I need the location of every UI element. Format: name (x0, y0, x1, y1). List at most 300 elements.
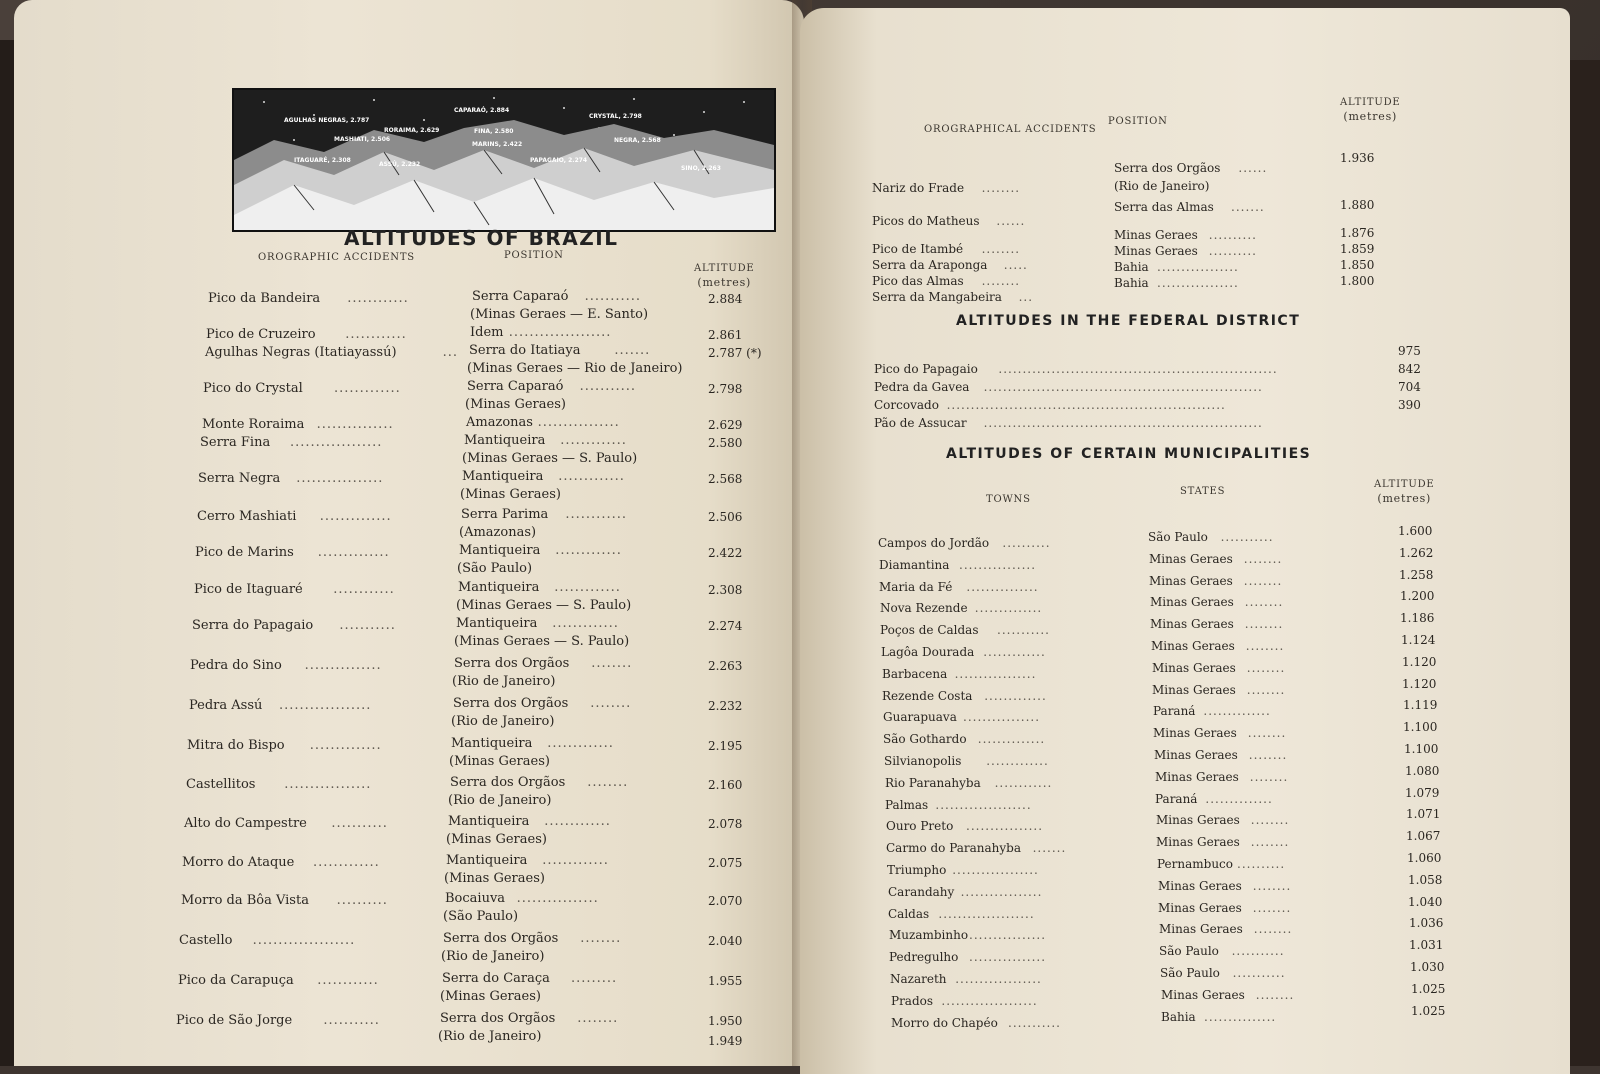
dot-leader: ... (1018, 290, 1034, 304)
dot-leader: ................. (284, 777, 372, 792)
state-name: Minas Geraes (1150, 617, 1234, 632)
dot-leader: ................ (969, 950, 1047, 965)
col-header-states: STATES (1180, 486, 1226, 497)
dot-leader: ........... (331, 816, 388, 831)
altitude-value: 2.787 (*) (708, 346, 762, 360)
dot-leader: ........... (323, 1013, 380, 1028)
altitude-value: 1.262 (1399, 545, 1434, 560)
accident-name: Mitra do Bispo (187, 738, 285, 753)
banner-label: AGULHAS NEGRAS, 2.787 (284, 117, 370, 124)
position-region: (Minas Geraes) (460, 487, 561, 502)
position-name: Mantiqueira (462, 469, 544, 484)
altitude-value: 1.025 (1411, 1003, 1446, 1018)
position-name: Mantiqueira (459, 543, 541, 558)
position-region: (Rio de Janeiro) (448, 793, 552, 808)
dot-leader: .................... (941, 993, 1038, 1008)
altitude-value: 2.263 (708, 659, 743, 673)
altitude-value: 1.119 (1403, 698, 1438, 713)
dot-leader: ........ (1247, 726, 1287, 741)
page-title: ALTITUDES OF BRAZIL (344, 226, 619, 250)
dot-leader: ........ (1250, 813, 1290, 828)
dot-leader: ........... (997, 623, 1050, 638)
dot-leader: ................. (960, 884, 1043, 899)
dot-leader: ........ (1255, 987, 1295, 1002)
dot-leader: ............ (345, 327, 407, 342)
altitude-value: 1.880 (1340, 198, 1375, 212)
dot-leader: ........ (1250, 835, 1290, 850)
dot-leader: ........ (1246, 682, 1286, 697)
town-name: Ouro Preto (886, 819, 954, 834)
position-region: (Minas Geraes — S. Paulo) (454, 634, 630, 649)
altitude-value: 2.798 (708, 382, 743, 396)
accident-name: Alto do Campestre (184, 816, 307, 831)
dot-leader: .............. (317, 545, 390, 560)
dot-leader: ............. (983, 645, 1046, 659)
dot-leader: ............... (966, 579, 1039, 594)
dot-leader: ........ (590, 696, 632, 711)
position-name: Mantiqueira (456, 616, 538, 631)
position-name: Amazonas (466, 415, 533, 430)
town-name: Rio Paranahyba (885, 775, 981, 790)
altitude-value: 2.232 (708, 699, 743, 713)
dot-leader: ........... (1220, 530, 1274, 544)
dot-leader: ............. (554, 580, 621, 595)
dot-leader: ........ (591, 656, 633, 671)
town-name: Diamantina (879, 557, 950, 572)
state-name: Minas Geraes (1149, 551, 1233, 566)
position-name: Serra Caparaó (467, 379, 564, 394)
dot-leader: ..... (1003, 258, 1028, 272)
altitude-value: 2.160 (708, 778, 743, 792)
dot-leader: ................. (954, 666, 1037, 681)
altitude-value: 1.800 (1340, 274, 1375, 288)
accident-name: Castellitos (186, 777, 256, 792)
state-name: Pernambuco (1157, 857, 1233, 871)
altitude-value: 1.936 (1340, 151, 1375, 165)
altitude-value: 2.629 (708, 418, 743, 432)
dot-leader: .............. (309, 738, 382, 753)
position-name: Serra dos Orgãos (1114, 161, 1221, 175)
banner-label: MASHIATI, 2.506 (334, 136, 391, 143)
dot-leader: ........ (981, 274, 1021, 288)
accident-name: Picos do Matheus (872, 214, 980, 228)
town-name: Morro do Chapéo (891, 1015, 998, 1030)
dot-leader: .......................................................... (998, 362, 1278, 376)
dot-leader: ......... (571, 971, 618, 986)
altitude-value: 2.580 (708, 436, 743, 450)
dot-leader: ... (442, 345, 458, 360)
dot-leader: ................ (963, 710, 1041, 725)
position-name: Serra dos Orgãos (450, 775, 566, 790)
dot-leader: ............ (565, 507, 627, 522)
altitude-value: 704 (1398, 380, 1421, 394)
accident-name: Pico de São Jorge (176, 1013, 293, 1028)
town-name: Muzambinho (889, 928, 969, 943)
dot-leader: ........ (981, 242, 1021, 256)
dot-leader: ........ (577, 1011, 619, 1026)
place-name: Corcovado (874, 398, 939, 412)
dot-leader: .......... (1208, 244, 1257, 258)
dot-leader: ........ (1245, 639, 1285, 653)
dot-leader: .................... (508, 325, 612, 340)
altitude-value: 390 (1398, 398, 1421, 412)
col-header-position: POSITION (1108, 116, 1168, 127)
altitude-value: 1.258 (1399, 567, 1434, 582)
state-name: Minas Geraes (1155, 769, 1239, 784)
state-name: São Paulo (1160, 966, 1220, 980)
position-name: Bahia (1114, 276, 1149, 290)
position-region: (Minas Geraes) (449, 754, 550, 769)
dot-leader: ....... (1032, 841, 1067, 856)
dot-leader: .............. (319, 509, 392, 524)
accident-name: Serra do Papagaio (192, 618, 314, 633)
state-name: São Paulo (1148, 530, 1208, 544)
col-header-altitude (1374, 478, 1434, 506)
town-name: Silvianopolis (884, 754, 962, 768)
position-name: Serra dos Orgãos (443, 931, 559, 946)
town-name: Triumpho (887, 863, 947, 877)
dot-leader: .............. (1203, 704, 1271, 719)
banner-label: SINO, 2.263 (681, 165, 721, 172)
banner-label: PAPAGAIO, 2.274 (530, 157, 588, 164)
banner-label: CRYSTAL, 2.798 (589, 113, 642, 120)
dot-leader: ........... (1231, 944, 1285, 959)
position-name: Idem (470, 325, 504, 340)
left-page (14, 0, 804, 1066)
town-name: Nazareth (890, 972, 947, 986)
banner-label: CAPARAÓ, 2.884 (454, 107, 510, 114)
altitude-value: 1.036 (1409, 916, 1444, 931)
banner-label: ITAGUARÉ, 2.308 (294, 157, 351, 164)
accident-name: Morro da Bôa Vista (181, 893, 309, 908)
position-region: (Minas Geraes — S. Paulo) (456, 598, 632, 613)
dot-leader: ....... (1231, 200, 1265, 214)
town-name: Barbacena (882, 666, 948, 681)
place-name: Pão de Assucar (874, 416, 967, 430)
altitude-value: 1.876 (1340, 226, 1375, 240)
position-region: (Rio de Janeiro) (1114, 179, 1210, 193)
state-name: Minas Geraes (1161, 987, 1245, 1002)
dot-leader: ............ (333, 582, 395, 597)
dot-leader: ............. (560, 433, 627, 448)
accident-name: Morro do Ataque (182, 855, 295, 870)
col-header-accidents: OROGRAPHICAL ACCIDENTS (924, 124, 1097, 135)
col-header-position: POSITION (504, 250, 564, 261)
position-region: (Rio de Janeiro) (438, 1029, 542, 1044)
altitude-value: 1.040 (1408, 894, 1443, 909)
dot-leader: ........ (1243, 573, 1283, 588)
dot-leader: ................. (1157, 260, 1239, 274)
place-name: Pedra da Gavea (874, 380, 970, 394)
banner-label: RORAIMA, 2.629 (384, 127, 440, 134)
position-region: (Minas Geraes) (444, 871, 545, 886)
altitude-value: 1.060 (1407, 851, 1442, 865)
mountain-illustration (232, 88, 776, 232)
town-name: Nova Rezende (880, 601, 968, 616)
dot-leader: .................. (952, 863, 1039, 877)
dot-leader: .................. (290, 435, 383, 450)
position-region: (Amazonas) (459, 525, 537, 540)
place-name: Pico do Papagaio (874, 362, 978, 376)
altitude-value: 2.568 (708, 472, 743, 486)
dot-leader: ............. (986, 754, 1049, 768)
dot-leader: .................... (938, 906, 1035, 921)
position-name: Serra Parima (461, 507, 549, 522)
position-name: Serra do Itatiaya (469, 343, 581, 358)
altitude-value: 1.080 (1405, 763, 1440, 778)
position-name: Minas Geraes (1114, 228, 1198, 242)
state-name: Minas Geraes (1149, 573, 1233, 588)
town-name: Rezende Costa (882, 688, 973, 703)
dot-leader: ................. (296, 471, 384, 486)
dot-leader: .................. (955, 972, 1042, 986)
dot-leader: .......................................................... (983, 416, 1263, 430)
dot-leader: ........ (1244, 595, 1284, 610)
altitude-value: 1.058 (1408, 872, 1443, 887)
altitude-value: 1.025 (1411, 981, 1446, 996)
altitude-value: 2.422 (708, 546, 743, 560)
banner-label: FINA, 2.580 (474, 128, 514, 135)
town-name: Guarapuava (883, 710, 957, 725)
altitude-value: 1.124 (1401, 633, 1436, 647)
dot-leader: ............ (347, 291, 409, 306)
metres-label: (metres) (1377, 492, 1432, 505)
dot-leader: ........... (1232, 966, 1286, 980)
dot-leader: ........ (1252, 900, 1292, 915)
position-name: Mantiqueira (464, 433, 546, 448)
accident-name: Pico de Itaguaré (194, 582, 303, 597)
position-region: (São Paulo) (443, 909, 519, 924)
accident-name: Monte Roraima (202, 417, 305, 432)
dot-leader: ............. (544, 814, 611, 829)
position-name: Bocaiuva (445, 891, 506, 906)
town-name: Lagôa Dourada (881, 645, 975, 659)
banner-label: ASSÚ, 2.232 (379, 161, 421, 168)
altitude-value: 1.100 (1404, 742, 1439, 756)
dot-leader: ........... (579, 379, 637, 394)
accident-name: Pedra do Sino (190, 658, 282, 673)
state-name: Bahia (1161, 1009, 1196, 1024)
position-name: Bahia (1114, 260, 1149, 274)
banner-label: MARINS, 2.422 (472, 141, 523, 148)
dot-leader: ............. (984, 688, 1047, 703)
position-name: Mantiqueira (448, 814, 530, 829)
dot-leader: ........ (1249, 769, 1289, 784)
altitude-label: ALTITUDE (694, 263, 755, 274)
accident-name: Pico de Marins (195, 545, 294, 560)
altitude-value: 1.850 (1340, 258, 1375, 272)
altitude-value: 1.949 (708, 1034, 743, 1048)
state-name: Minas Geraes (1152, 660, 1236, 675)
altitude-value: 975 (1398, 344, 1421, 358)
position-region: (Minas Geraes) (446, 832, 547, 847)
dot-leader: .............. (1205, 791, 1273, 806)
position-region: (São Paulo) (457, 561, 533, 576)
accident-name: Serra Fina (200, 435, 271, 450)
dot-leader: ...... (996, 214, 1026, 228)
altitude-value: 1.079 (1405, 785, 1440, 800)
dot-leader: ............ (994, 775, 1053, 790)
altitude-value: 2.861 (708, 328, 743, 342)
position-name: Serra dos Orgãos (453, 696, 569, 711)
position-region: (Minas Geraes — Rio de Janeiro) (467, 361, 683, 376)
town-name: Palmas (885, 797, 929, 812)
state-name: São Paulo (1159, 944, 1219, 959)
town-name: Maria da Fé (879, 579, 953, 594)
town-name: São Gothardo (883, 732, 967, 747)
federal-district-title: ALTITUDES IN THE FEDERAL DISTRICT (956, 313, 1301, 329)
metres-label: (metres) (697, 276, 752, 289)
dot-leader: ............. (558, 469, 625, 484)
dot-leader: .................... (252, 933, 356, 948)
position-region: (Minas Geraes — E. Santo) (470, 307, 649, 322)
dot-leader: ...... (1238, 161, 1268, 175)
altitude-value: 2.070 (708, 894, 743, 908)
town-name: Carandahy (888, 884, 955, 899)
town-name: Carmo do Paranahyba (886, 841, 1022, 856)
dot-leader: ................ (537, 415, 620, 430)
altitude-value: 2.075 (708, 856, 743, 870)
altitude-value: 1.186 (1400, 611, 1435, 626)
dot-leader: ........ (587, 775, 629, 790)
dot-leader: ........ (1252, 878, 1292, 893)
dot-leader: ................ (959, 557, 1037, 572)
dot-leader: ................ (516, 891, 599, 906)
dot-leader: .............. (977, 732, 1046, 747)
dot-leader: ............. (313, 855, 380, 870)
accident-name: Serra Negra (198, 471, 281, 486)
position-region: (Minas Geraes) (465, 397, 566, 412)
dot-leader: .......................................................... (946, 398, 1226, 412)
dot-leader: .......... (336, 893, 388, 908)
accident-name: Pico de Itambé (872, 242, 964, 256)
altitude-value: 842 (1398, 362, 1421, 376)
dot-leader: ................ (966, 819, 1044, 834)
position-region: (Rio de Janeiro) (441, 949, 545, 964)
altitude-value: 2.195 (708, 739, 743, 753)
dot-leader: ............. (555, 543, 622, 558)
position-name: Minas Geraes (1114, 244, 1198, 258)
state-name: Minas Geraes (1154, 748, 1238, 762)
state-name: Minas Geraes (1153, 726, 1237, 741)
dot-leader: ........ (1244, 617, 1284, 632)
town-name: Campos do Jordão (878, 536, 990, 550)
altitude-value: 1.950 (708, 1014, 743, 1028)
altitude-value: 1.071 (1406, 807, 1441, 822)
altitude-value: 1.600 (1398, 524, 1433, 538)
position-region: (Rio de Janeiro) (451, 714, 555, 729)
col-header-accidents: OROGRAPHIC ACCIDENTS (258, 252, 415, 263)
col-header-altitude (694, 262, 754, 290)
dot-leader: .......... (1237, 857, 1286, 871)
dot-leader: ........... (584, 289, 642, 304)
dot-leader: ........ (1243, 551, 1283, 566)
dot-leader: .............. (974, 601, 1043, 616)
municipalities-title: ALTITUDES OF CERTAIN MUNICIPALITIES (946, 446, 1312, 462)
accident-name: Agulhas Negras (Itatiayassú) (205, 345, 397, 360)
col-header-altitude (1340, 96, 1400, 124)
dot-leader: ................ (969, 928, 1047, 943)
right-page (800, 8, 1570, 1074)
state-name: Minas Geraes (1156, 813, 1240, 828)
position-region: (Minas Geraes) (440, 989, 541, 1004)
accident-name: Serra da Araponga (872, 258, 988, 272)
position-name: Serra dos Orgãos (440, 1011, 556, 1026)
dot-leader: ........... (339, 618, 396, 633)
town-name: Poços de Caldas (880, 623, 979, 638)
dot-leader: .......................................................... (983, 380, 1263, 394)
dot-leader: ........ (1246, 660, 1286, 675)
dot-leader: ........ (981, 181, 1021, 195)
altitude-value: 2.040 (708, 934, 743, 948)
dot-leader: ............... (316, 417, 394, 432)
state-name: Minas Geraes (1152, 682, 1236, 697)
accident-name: Cerro Mashiati (197, 509, 297, 524)
dot-leader: .......... (1208, 228, 1257, 242)
position-name: Serra Caparaó (472, 289, 569, 304)
altitude-value: 2.274 (708, 619, 743, 633)
dot-leader: ....... (614, 343, 651, 358)
state-name: Paraná (1155, 791, 1198, 806)
state-name: Minas Geraes (1158, 900, 1242, 915)
altitude-value: 2.506 (708, 510, 743, 524)
altitude-label: ALTITUDE (1340, 97, 1401, 108)
town-name: Pedregulho (889, 950, 959, 965)
accident-name: Pico da Carapuça (178, 973, 294, 988)
metres-label: (metres) (1343, 110, 1398, 123)
dot-leader: ........ (580, 931, 622, 946)
accident-name: Castello (179, 933, 233, 948)
altitude-label: ALTITUDE (1374, 479, 1435, 490)
altitude-value: 1.030 (1410, 960, 1445, 974)
dot-leader: ........... (1008, 1015, 1061, 1030)
position-name: Serra do Caraça (442, 971, 550, 986)
dot-leader: .................... (935, 797, 1032, 812)
altitude-value: 2.884 (708, 292, 743, 306)
accident-name: Pico de Cruzeiro (206, 327, 316, 342)
dot-leader: ............. (334, 381, 401, 396)
state-name: Minas Geraes (1151, 639, 1235, 653)
position-name: Serra dos Orgãos (454, 656, 570, 671)
state-name: Minas Geraes (1158, 878, 1242, 893)
accident-name: Pico do Crystal (203, 381, 303, 396)
dot-leader: .................. (279, 698, 372, 713)
dot-leader: ............. (542, 853, 609, 868)
altitude-value: 1.200 (1400, 589, 1435, 604)
altitude-value: 2.308 (708, 583, 743, 597)
altitude-value: 1.031 (1409, 938, 1444, 953)
dot-leader: ........ (1248, 748, 1288, 762)
altitude-value: 2.078 (708, 817, 743, 831)
accident-name: Serra da Mangabeira (872, 290, 1002, 304)
dot-leader: ............... (1204, 1009, 1277, 1024)
position-name: Mantiqueira (446, 853, 528, 868)
town-name: Prados (891, 993, 934, 1008)
town-name: Caldas (888, 906, 930, 921)
dot-leader: ............. (547, 736, 614, 751)
position-name: Mantiqueira (451, 736, 533, 751)
state-name: Minas Geraes (1159, 922, 1243, 937)
dot-leader: ............... (304, 658, 382, 673)
accident-name: Pico da Bandeira (208, 291, 321, 306)
position-name: Serra das Almas (1114, 200, 1214, 214)
accident-name: Pedra Assú (189, 698, 263, 713)
dot-leader: ............. (552, 616, 619, 631)
position-name: Mantiqueira (458, 580, 540, 595)
altitude-value: 1.955 (708, 974, 743, 988)
state-name: Paraná (1153, 704, 1196, 719)
col-header-towns: TOWNS (986, 494, 1031, 505)
